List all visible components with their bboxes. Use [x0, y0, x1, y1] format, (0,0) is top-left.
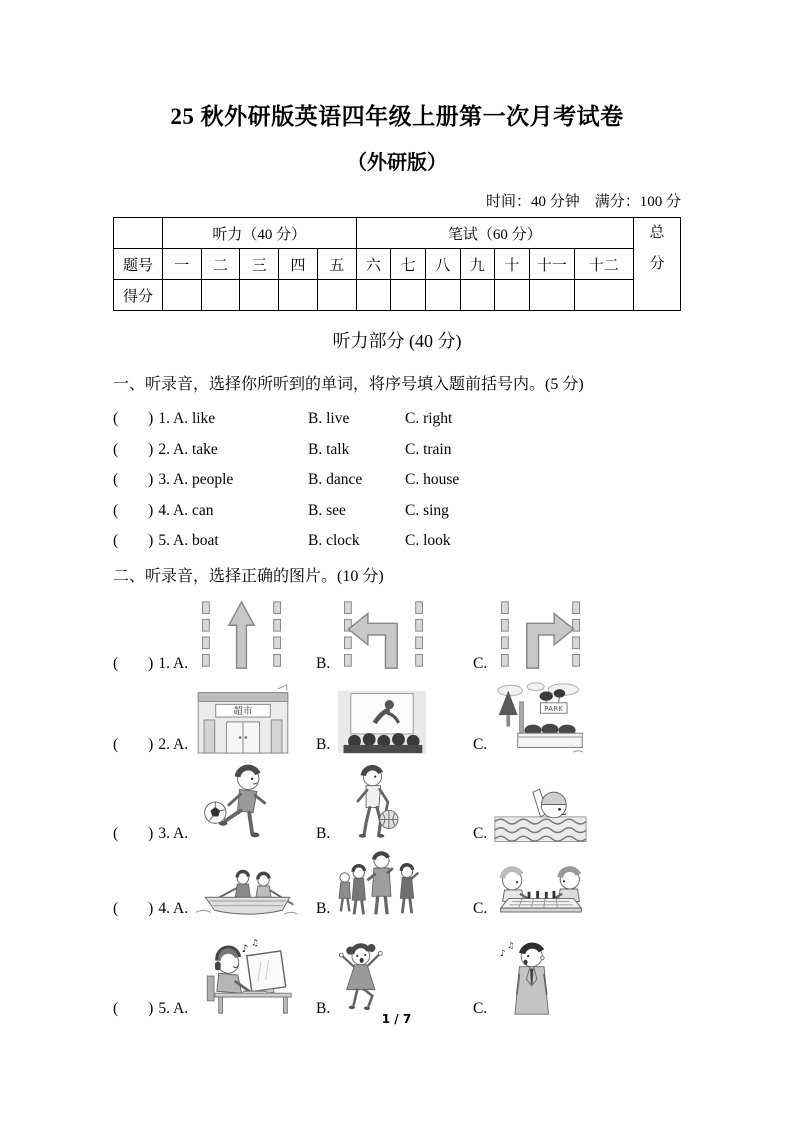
answer-bracket-open: ( [113, 410, 119, 427]
option-c-label: C. [473, 735, 488, 753]
question-number-cell: 二 [201, 249, 240, 280]
part1-item-row [113, 471, 681, 489]
answer-bracket-open: ( [113, 824, 119, 842]
option-b-text: B. dance [308, 471, 363, 488]
picture-question-row [113, 762, 681, 844]
score-cell [460, 280, 495, 311]
listening-part-heading: 听力部分 (40 分) [332, 331, 462, 351]
turn-right-arrow-image [493, 596, 588, 674]
question-number-cell: 五 [317, 249, 356, 280]
part2-item-prefix [113, 736, 188, 754]
option-b-label: B. [316, 735, 331, 753]
playing-football-image [194, 762, 286, 844]
answer-bracket-open: ( [113, 654, 119, 672]
item-number: 4. [158, 899, 170, 917]
picture-question-row [113, 851, 681, 919]
exam-time-score-info: 时间：40 分钟 满分：100 分 [485, 194, 681, 210]
option-c-label: C. [473, 824, 488, 842]
option-a-label: A. [173, 899, 189, 917]
score-cell [529, 280, 574, 311]
option-b-label: B. [316, 999, 331, 1017]
question-number-row-label: 题号 [114, 249, 163, 280]
option-b-label: B. [316, 899, 331, 917]
part1-item-row [113, 502, 681, 520]
picture-question-row [113, 596, 681, 674]
part1-item-row [113, 532, 681, 550]
answer-bracket-open: ( [113, 999, 119, 1017]
option-b-text: B. talk [308, 440, 350, 458]
score-cell [162, 280, 201, 311]
question-number-cell: 十二 [574, 249, 633, 280]
option-a-text: A. like [173, 410, 216, 427]
score-cell [495, 280, 530, 311]
answer-bracket-open: ( [113, 501, 119, 519]
item-number: 1. [158, 410, 170, 427]
option-a-text: A. take [173, 440, 218, 458]
option-c-text: C. house [405, 471, 460, 488]
option-c-text: C. right [405, 410, 453, 427]
answer-bracket-close: ) [148, 440, 154, 458]
answer-bracket-open: ( [113, 471, 119, 488]
park-sign-text: PARK [544, 704, 564, 713]
answer-bracket-open: ( [113, 735, 119, 753]
part1-instruction: 一、听录音，选择你所听到的单词，将序号填入题前括号内。(5 分) [113, 376, 584, 393]
music-note-icon: ♪ [241, 942, 249, 955]
option-a-text: A. boat [173, 532, 219, 549]
answer-bracket-close: ) [148, 824, 154, 842]
option-a-label: A. [173, 735, 189, 753]
score-table [113, 217, 681, 311]
part1-option-a [113, 410, 308, 428]
score-cell [240, 280, 279, 311]
score-table-corner-cell [114, 218, 163, 249]
question-number-cell: 六 [356, 249, 391, 280]
option-b-label: B. [316, 654, 331, 672]
part2-items [113, 596, 681, 1019]
park-image [493, 681, 588, 755]
part1-option-a [113, 441, 308, 459]
part2-item-prefix [113, 900, 188, 918]
option-a-text: A. people [173, 471, 234, 488]
answer-bracket-close: ) [148, 999, 154, 1017]
option-b-label: B. [316, 824, 331, 842]
option-c-text: C. train [405, 440, 452, 458]
picture-question-row [113, 681, 681, 755]
playing-basketball-image [336, 762, 418, 844]
page-number: 1 / 7 [381, 1012, 412, 1026]
option-b-text: B. clock [308, 532, 360, 549]
dancing-group-image [336, 851, 426, 919]
part1-item-row [113, 441, 681, 459]
question-number-cell: 一 [162, 249, 201, 280]
written-section-header-cell: 笔试（60 分） [356, 218, 633, 249]
man-singing-image [493, 939, 559, 1019]
answer-bracket-close: ) [148, 501, 154, 519]
answer-bracket-close: ) [148, 471, 154, 488]
question-number-cell: 八 [425, 249, 460, 280]
rowing-a-boat-image [194, 867, 302, 919]
option-c-text: C. sing [405, 501, 449, 519]
cinema-image [336, 689, 428, 755]
option-b-text: B. live [308, 410, 350, 427]
part1-option-a [113, 532, 308, 550]
playing-chess-image [493, 857, 589, 919]
answer-bracket-open: ( [113, 532, 119, 549]
score-cell [279, 280, 318, 311]
item-number: 1. [158, 654, 170, 672]
supermarket-sign-text: 超市 [233, 705, 253, 717]
go-straight-arrow-image [194, 596, 289, 674]
turn-left-arrow-image [336, 596, 431, 674]
girl-dancing-image [336, 939, 398, 1019]
supermarket-image [194, 681, 292, 755]
score-cell [425, 280, 460, 311]
listening-section-header-cell: 听力（40 分） [162, 218, 356, 249]
item-number: 3. [158, 824, 170, 842]
answer-bracket-open: ( [113, 440, 119, 458]
total-score-label-top: 总 [649, 225, 665, 241]
item-number: 5. [158, 999, 170, 1017]
part1-option-a [113, 502, 308, 520]
part2-instruction: 二、听录音，选择正确的图片。(10 分) [113, 567, 384, 585]
option-a-label: A. [173, 824, 189, 842]
question-number-cell: 九 [460, 249, 495, 280]
item-number: 5. [158, 532, 170, 549]
answer-bracket-close: ) [148, 899, 154, 917]
item-number: 2. [158, 440, 170, 458]
exam-title: 25 秋外研版英语四年级上册第一次月考试卷 [170, 104, 624, 129]
answer-bracket-open: ( [113, 899, 119, 917]
part1-items [113, 410, 681, 550]
answer-bracket-close: ) [148, 735, 154, 753]
option-a-label: A. [173, 654, 189, 672]
score-cell [391, 280, 426, 311]
option-c-label: C. [473, 899, 488, 917]
music-note-icon: ♪ [500, 948, 506, 959]
score-cell [574, 280, 633, 311]
score-cell [201, 280, 240, 311]
score-cell [356, 280, 391, 311]
part1-item-row [113, 410, 681, 428]
question-number-cell: 十一 [529, 249, 574, 280]
exam-subtitle: （外研版） [347, 152, 447, 174]
item-number: 4. [158, 501, 170, 519]
swimming-image [493, 784, 588, 844]
option-c-label: C. [473, 999, 488, 1017]
exam-page [113, 0, 681, 1026]
answer-bracket-close: ) [148, 654, 154, 672]
answer-bracket-close: ) [148, 410, 154, 427]
picture-question-row [113, 935, 681, 1019]
option-c-label: C. [473, 654, 488, 672]
score-row-label: 得分 [114, 280, 163, 311]
listening-to-music-at-computer-image [194, 935, 294, 1019]
item-number: 3. [158, 471, 170, 488]
part2-item-prefix [113, 825, 188, 843]
option-a-text: A. can [173, 501, 214, 519]
total-score-label-bottom: 分 [649, 256, 665, 272]
question-number-cell: 十 [495, 249, 530, 280]
answer-bracket-close: ) [148, 532, 154, 549]
question-number-cell: 四 [279, 249, 318, 280]
option-b-text: B. see [308, 501, 346, 519]
part1-option-a [113, 471, 308, 489]
music-notes-icon: ♫ [507, 940, 515, 950]
score-cell [317, 280, 356, 311]
music-notes-icon: ♫ [251, 938, 259, 949]
item-number: 2. [158, 735, 170, 753]
part2-item-prefix [113, 655, 188, 673]
option-c-text: C. look [405, 532, 451, 549]
question-number-cell: 七 [391, 249, 426, 280]
option-a-label: A. [173, 999, 189, 1017]
question-number-cell: 三 [240, 249, 279, 280]
total-score-cell [633, 218, 680, 311]
